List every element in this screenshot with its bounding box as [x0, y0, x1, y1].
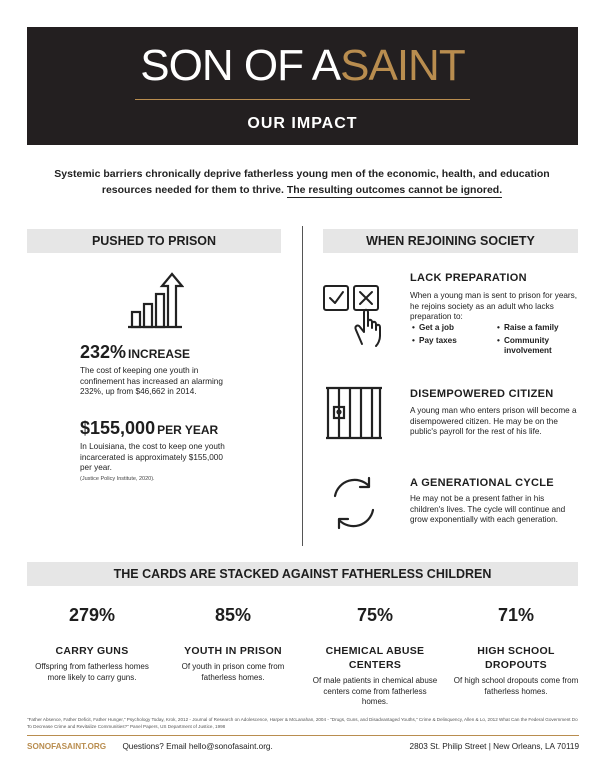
- section-heading-cards: THE CARDS ARE STACKED AGAINST FATHERLESS CHILDREN: [27, 562, 578, 586]
- stat-percentage: 85%: [214, 605, 252, 625]
- item-title-lack-preparation: LACK PREPARATION: [410, 272, 527, 284]
- stat-label: CARRY GUNS: [55, 645, 129, 657]
- logo-divider: [135, 99, 470, 100]
- intro-paragraph: [40, 166, 564, 198]
- prison-bars-icon: [324, 385, 384, 441]
- section-heading-prison: PUSHED TO PRISON: [27, 229, 281, 253]
- stat-cost: [80, 418, 218, 439]
- stat-description: Offspring from fatherless homes more likely to carry guns.: [35, 662, 149, 682]
- stat-card: [451, 605, 581, 697]
- stat-cost-value: $155,000: [80, 418, 156, 438]
- contact-email[interactable]: Questions? Email hello@sonofasaint.org.: [122, 742, 273, 751]
- item-desc-lack-preparation: When a young man is sent to prison for years, he rejoins society as an adult who lacks preparation to:: [410, 291, 578, 321]
- logo-white-text: SON OF A: [140, 41, 341, 90]
- header-banner: [27, 27, 578, 145]
- logo-gold-text: SAINT: [340, 41, 465, 90]
- section-heading-society: WHEN REJOINING SOCIETY: [323, 229, 578, 253]
- stat-label: HIGH SCHOOL DROPOUTS: [477, 645, 555, 671]
- item-title-disempowered: DISEMPOWERED CITIZEN: [410, 388, 554, 400]
- stat-description: Of high school dropouts come from fatherless homes.: [453, 676, 579, 696]
- list-item: • Community involvement: [497, 336, 582, 356]
- sources-citation: "Father Absence, Father Deficit, Father Hunger," Psychology Today, Krok, 2012 - Journal of Research on Adolescence, Harper & McLanahan, 2004 - "Drugs, Guns, and Disadvantaged Youths," Crime & Delinquency, Allen & Lo, 2012 What Can the Federal Government Do To Decrease Crime and Revitalize Communities?" Panel Papers, US Department of Justice, 1998: [27, 717, 578, 729]
- stat-label: YOUTH IN PRISON: [184, 645, 282, 657]
- stat-increase-value: 232%: [80, 342, 127, 362]
- cycle-arrows-icon: [325, 474, 383, 532]
- list-item: • Raise a family: [497, 323, 582, 333]
- stat-cost-desc: In Louisiana, the cost to keep one youth incarcerated is approximately $155,000 per year.: [80, 442, 225, 472]
- checklist-hand-icon: [322, 282, 390, 348]
- list-item: • Pay taxes: [412, 336, 497, 356]
- stat-citation: (Justice Policy Institute, 2020).: [80, 476, 155, 482]
- stat-percentage: 279%: [68, 605, 116, 625]
- stat-percentage: 75%: [356, 605, 394, 625]
- footer-divider: [27, 735, 579, 736]
- stat-increase: [80, 342, 190, 363]
- footer: [27, 742, 579, 751]
- column-divider: [302, 226, 303, 546]
- stat-increase-desc: The cost of keeping one youth in confinement has increased an alarming 232%, up from $46,662 in 2014.: [80, 366, 223, 396]
- website-link[interactable]: SONOFASAINT.ORG: [27, 742, 107, 751]
- stat-card: [168, 605, 298, 683]
- list-item: • Get a job: [412, 323, 497, 333]
- stat-percentage: 71%: [497, 605, 535, 625]
- stat-card: [310, 605, 440, 708]
- preparation-list: [412, 323, 582, 359]
- stat-description: Of youth in prison come from fatherless homes.: [181, 662, 285, 682]
- growth-chart-icon: [126, 272, 184, 332]
- address: 2803 St. Philip Street | New Orleans, LA 70119: [409, 742, 579, 751]
- page-subtitle: OUR IMPACT: [247, 115, 358, 132]
- intro-emphasis: The resulting outcomes cannot be ignored.: [286, 184, 503, 196]
- stat-cost-unit: PER YEAR: [157, 423, 219, 437]
- logo: [27, 41, 578, 91]
- item-desc-generational-cycle: He may not be a present father in his children's lives. The cycle will continue and grow exponentially with each generation.: [410, 494, 566, 524]
- stat-description: Of male patients in chemical abuse centers come from fatherless homes.: [312, 676, 438, 706]
- item-title-generational-cycle: A GENERATIONAL CYCLE: [410, 477, 554, 489]
- stat-label: CHEMICAL ABUSE CENTERS: [325, 645, 425, 671]
- item-desc-disempowered: A young man who enters prison will become a disempowered citizen. He may be on the public's payroll for the rest of his life.: [410, 406, 577, 436]
- intro-text: Systemic barriers chronically deprive fatherless young men of the economic, health, and education resources needed for them to thrive.: [54, 168, 550, 196]
- stat-increase-unit: INCREASE: [128, 347, 191, 361]
- stat-card: [27, 605, 157, 683]
